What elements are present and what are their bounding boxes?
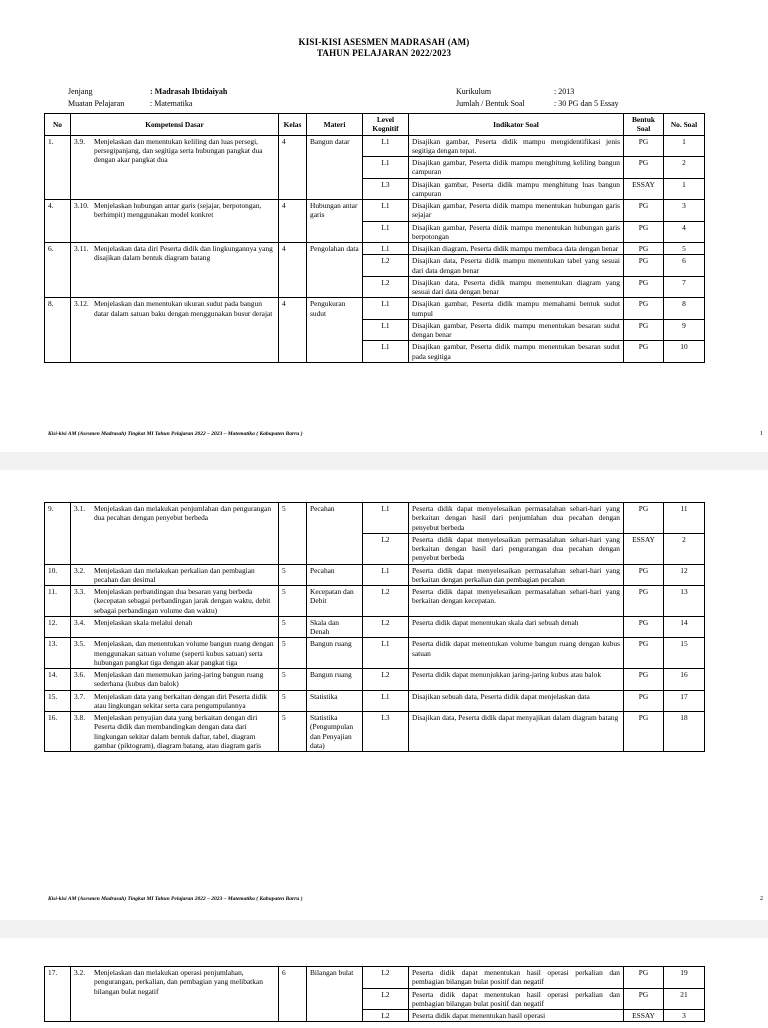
kd-number: 3.12.	[74, 299, 89, 309]
level-kognitif-cell: L2	[363, 276, 409, 298]
no-soal-cell: 3	[664, 200, 705, 222]
kompetensi-dasar-cell	[71, 586, 279, 617]
kompetensi-dasar-cell	[71, 503, 279, 565]
no-soal-cell: 16	[664, 669, 705, 691]
indikator-soal-cell: Disajikan data, Peserta didik dapat menyajikan dalam diagram batang	[409, 712, 624, 752]
materi-cell: Kecepatan dan Debit	[307, 586, 363, 617]
kd-text: Menjelaskan skala melalui denah	[94, 617, 193, 627]
level-kognitif-cell: L3	[363, 178, 409, 200]
kd-text: Menjelaskan perbandingan dua besaran yang berbeda (kecepatan sebagai perbandingan jarak dengan waktu, debit sebagai perbandingan volume dan waktu)	[94, 587, 271, 615]
indikator-soal-cell: Disajikan sebuah data, Peserta didik dapat menjelaskan data	[409, 690, 624, 712]
kompetensi-dasar-cell	[71, 616, 279, 638]
no-soal-cell: 9	[664, 319, 705, 341]
no-soal-cell: 1	[664, 178, 705, 200]
row-number: 4.	[45, 200, 71, 243]
no-soal-cell: 7	[664, 276, 705, 298]
indikator-soal-cell: Disajikan gambar, Peserta didik mampu menghitung luas bangun campuran	[409, 178, 624, 200]
level-kognitif-cell: L2	[363, 1010, 409, 1022]
kompetensi-dasar-cell	[71, 967, 279, 1022]
row-number: 17.	[45, 967, 71, 1022]
kd-text: Menjelaskan dan melakukan operasi penjumlahan, pengurangan, perkalian, dan pembagian yang melibatkan bilangan bulat negatif	[94, 968, 263, 996]
table-row	[45, 586, 705, 617]
bentuk-soal-cell: PG	[624, 616, 664, 638]
header-kompetensi-dasar: Kompetensi Dasar	[71, 114, 279, 136]
no-soal-cell: 18	[664, 712, 705, 752]
bentuk-soal-cell: ESSAY	[624, 1010, 664, 1022]
kd-number: 3.2.	[74, 565, 86, 575]
table-row	[45, 200, 705, 222]
kd-text: Menjelaskan hubungan antar garis (sejajar, berpotongan, berhimpit) menggunakan model konkret	[94, 201, 262, 220]
kd-text: Menjelaskan dan menemukan jaring-jaring bangun ruang sederhana (kubus dan balok)	[94, 670, 264, 689]
indikator-soal-cell: Disajikan gambar, Peserta didik mampu mengidentifikasi jenis segitiga dengan tepat.	[409, 135, 624, 157]
no-soal-cell: 2	[664, 157, 705, 179]
level-kognitif-cell: L1	[363, 135, 409, 157]
row-number: 16.	[45, 712, 71, 752]
no-soal-cell: 5	[664, 243, 705, 255]
table-row	[45, 669, 705, 691]
kd-number: 3.1.	[74, 504, 86, 513]
row-number: 15.	[45, 690, 71, 712]
header-materi: Materi	[307, 114, 363, 136]
level-kognitif-cell: L2	[363, 255, 409, 277]
table-row	[45, 690, 705, 712]
indikator-soal-cell: Disajikan gambar, Peserta didik mampu memahami bentuk sudut tumpul	[409, 298, 624, 320]
materi-cell: Bangun ruang	[307, 669, 363, 691]
kisi-kisi-table-page-3	[44, 966, 705, 1022]
page-gap	[0, 920, 768, 938]
row-number: 14.	[45, 669, 71, 691]
row-number: 10.	[45, 564, 71, 586]
muatan-label: Muatan Pelajaran	[68, 99, 125, 108]
page-footer: Kisi-kisi AM (Asesmen Madrasah) Tingkat MI Tahun Pelajaran 2022 – 2023 – Matematika ( Kabupaten Barru )	[48, 896, 303, 902]
kelas-cell: 5	[279, 669, 307, 691]
indikator-soal-cell: Disajikan data, Peserta didik mampu menentukan diagram yang sesuai dari data dengan benar	[409, 276, 624, 298]
kd-text: Menjelaskan data diri Peserta didik dan lingkungannya yang disajikan dalam bentuk diagram batang	[94, 244, 273, 263]
header-kelas: Kelas	[279, 114, 307, 136]
kelas-cell: 5	[279, 503, 307, 565]
level-kognitif-cell: L1	[363, 503, 409, 534]
bentuk-soal-cell: PG	[624, 712, 664, 752]
document-page-2	[0, 470, 768, 920]
no-soal-cell: 6	[664, 255, 705, 277]
table-header-row	[45, 114, 705, 136]
kd-text: Menjelaskan dan menentukan keliling dan luas persegi, persegipanjang, dan segitiga serta hubungan pangkat dua dengan akar pangkat dua	[94, 136, 263, 164]
materi-cell: Skala dan Denah	[307, 616, 363, 638]
bentuk-soal-cell: ESSAY	[624, 178, 664, 200]
level-kognitif-cell: L2	[363, 616, 409, 638]
indikator-soal-cell: Disajikan data, Peserta didik mampu menentukan tabel yang sesuai dari data dengan benar	[409, 255, 624, 277]
level-kognitif-cell: L2	[363, 967, 409, 989]
level-kognitif-cell: L2	[363, 988, 409, 1010]
level-kognitif-cell: L1	[363, 298, 409, 320]
indikator-soal-cell: Disajikan gambar, Peserta didik mampu menentukan hubungan garis berpotongan	[409, 221, 624, 243]
bentuk-soal-cell: PG	[624, 967, 664, 989]
level-kognitif-cell: L1	[363, 638, 409, 669]
page-gap	[0, 452, 768, 470]
bentuk-soal-cell: PG	[624, 503, 664, 534]
kelas-cell: 5	[279, 616, 307, 638]
bentuk-soal-cell: PG	[624, 200, 664, 222]
kelas-cell: 4	[279, 298, 307, 363]
kompetensi-dasar-cell	[71, 298, 279, 363]
bentuk-soal-cell: PG	[624, 157, 664, 179]
level-kognitif-cell: L1	[363, 341, 409, 363]
header-indikator-soal: Indikator Soal	[409, 114, 624, 136]
muatan-value: : Matematika	[150, 99, 193, 108]
kisi-kisi-table-page-2	[44, 502, 705, 752]
bentuk-soal-cell: ESSAY	[624, 533, 664, 564]
kompetensi-dasar-cell	[71, 690, 279, 712]
materi-cell: Statistika (Pengumpulan dan Penyajian data)	[307, 712, 363, 752]
kelas-cell: 5	[279, 712, 307, 752]
materi-cell: Bilangan bulat	[307, 967, 363, 1022]
document-page-3	[0, 938, 768, 1028]
kelas-cell: 4	[279, 135, 307, 200]
table-row	[45, 712, 705, 752]
indikator-soal-cell: Peserta didik dapat menentukan hasil operasi	[409, 1010, 624, 1022]
level-kognitif-cell: L1	[363, 157, 409, 179]
materi-cell: Statistika	[307, 690, 363, 712]
kelas-cell: 4	[279, 200, 307, 243]
jenjang-value: : Madrasah Ibtidaiyah	[150, 87, 228, 96]
no-soal-cell: 15	[664, 638, 705, 669]
document-subtitle: TAHUN PELAJARAN 2022/2023	[316, 48, 452, 58]
bentuk-soal-cell: PG	[624, 243, 664, 255]
bentuk-soal-cell: PG	[624, 341, 664, 363]
no-soal-cell: 13	[664, 586, 705, 617]
kd-text: Menjelaskan data yang berkaitan dengan diri Peserta didik atau lingkungan sekitar serta cara pengumpulannya	[94, 691, 268, 710]
materi-cell: Bangun datar	[307, 135, 363, 200]
kompetensi-dasar-cell	[71, 669, 279, 691]
indikator-soal-cell: Disajikan gambar, Peserta didik mampu menentukan besaran sudut pada segitiga	[409, 341, 624, 363]
header-level-kognitif: Level Kognitif	[363, 114, 409, 136]
indikator-soal-cell: Peserta didik dapat menentukan skala dari sebuah denah	[409, 616, 624, 638]
kd-number: 3.8.	[74, 713, 86, 722]
bentuk-soal-cell: PG	[624, 298, 664, 320]
materi-cell: Pengolahan data	[307, 243, 363, 298]
materi-cell: Hubungan antar garis	[307, 200, 363, 243]
level-kognitif-cell: L1	[363, 243, 409, 255]
kd-text: Menjelaskan penyajian data yang berkaitan dengan diri Peserta didik dan membandingkan dengan data dari lingkungan sekitar dalam bentuk daftar, tabel, diagram gambar (piktogram), diagram batang, atau diagram garis	[94, 713, 262, 750]
materi-cell: Pecahan	[307, 503, 363, 565]
bentuk-soal-cell: PG	[624, 669, 664, 691]
kd-text: Menjelaskan dan menentukan ukuran sudut pada bangun datar dalam satuan baku dengan menggunakan busur derajat	[94, 299, 273, 318]
kompetensi-dasar-cell	[71, 243, 279, 298]
indikator-soal-cell: Peserta didik dapat menyelesaikan permasalahan sehari-hari yang berkaitan dengan hasil dari penjumlahan dua pecahan dengan penyebut berbeda	[409, 503, 624, 534]
level-kognitif-cell: L1	[363, 221, 409, 243]
no-soal-cell: 19	[664, 967, 705, 989]
kompetensi-dasar-cell	[71, 638, 279, 669]
bentuk-soal-cell: PG	[624, 255, 664, 277]
row-number: 1.	[45, 135, 71, 200]
kelas-cell: 5	[279, 586, 307, 617]
kd-number: 3.5.	[74, 639, 86, 649]
indikator-soal-cell: Disajikan diagram, Peserta didik mampu membaca data dengan benar	[409, 243, 624, 255]
kelas-cell: 5	[279, 564, 307, 586]
no-soal-cell: 11	[664, 503, 705, 534]
indikator-soal-cell: Peserta didik dapat menentukan volume bangun ruang dengan kubus satuan	[409, 638, 624, 669]
jumlah-value: : 30 PG dan 5 Essay	[554, 99, 619, 108]
jenjang-label: Jenjang	[68, 87, 93, 96]
table-row	[45, 243, 705, 255]
bentuk-soal-cell: PG	[624, 135, 664, 157]
row-number: 9.	[45, 503, 71, 565]
table-row	[45, 564, 705, 586]
no-soal-cell: 14	[664, 616, 705, 638]
row-number: 11.	[45, 586, 71, 617]
level-kognitif-cell: L2	[363, 586, 409, 617]
header-no-soal: No. Soal	[664, 114, 705, 136]
kelas-cell: 5	[279, 638, 307, 669]
table-row	[45, 135, 705, 157]
kelas-cell: 4	[279, 243, 307, 298]
bentuk-soal-cell: PG	[624, 690, 664, 712]
kurikulum-value: : 2013	[554, 87, 575, 96]
kd-number: 3.4.	[74, 617, 86, 627]
level-kognitif-cell: L3	[363, 712, 409, 752]
kd-number: 3.6.	[74, 670, 86, 679]
kurikulum-label: Kurikulum	[456, 87, 492, 96]
level-kognitif-cell: L2	[363, 669, 409, 691]
bentuk-soal-cell: PG	[624, 221, 664, 243]
kd-text: Menjelaskan dan melakukan penjumlahan dan pengurangan dua pecahan dengan penyebut berbeda	[94, 504, 272, 523]
indikator-soal-cell: Peserta didik dapat menyelesaikan permasalahan sehari-hari yang berkaitan dengan perkalian dan pembagian pecahan	[409, 564, 624, 586]
level-kognitif-cell: L1	[363, 690, 409, 712]
bentuk-soal-cell: PG	[624, 319, 664, 341]
kompetensi-dasar-cell	[71, 712, 279, 752]
no-soal-cell: 10	[664, 341, 705, 363]
no-soal-cell: 21	[664, 988, 705, 1010]
kd-number: 3.11.	[74, 244, 89, 253]
no-soal-cell: 3	[664, 1010, 705, 1022]
level-kognitif-cell: L1	[363, 200, 409, 222]
level-kognitif-cell: L2	[363, 533, 409, 564]
page-number: 2	[760, 896, 763, 902]
table-row	[45, 616, 705, 638]
header-bentuk-soal: Bentuk Soal	[624, 114, 664, 136]
level-kognitif-cell: L1	[363, 564, 409, 586]
table-row	[45, 503, 705, 534]
indikator-soal-cell: Peserta didik dapat menyelesaikan permasalahan sehari-hari yang berkaitan dengan hasil dari pengurangan dua pecahan dengan penyebut berbeda	[409, 533, 624, 564]
indikator-soal-cell: Peserta didik dapat menyelesaikan permasalahan sehari-hari yang berkaitan dengan kecepatan.	[409, 586, 624, 617]
bentuk-soal-cell: PG	[624, 586, 664, 617]
level-kognitif-cell: L1	[363, 319, 409, 341]
no-soal-cell: 17	[664, 690, 705, 712]
bentuk-soal-cell: PG	[624, 276, 664, 298]
no-soal-cell: 1	[664, 135, 705, 157]
kelas-cell: 6	[279, 967, 307, 1022]
kd-number: 3.10.	[74, 201, 89, 210]
indikator-soal-cell: Disajikan gambar, Peserta didik mampu menghitung keliling bangun campuran	[409, 157, 624, 179]
bentuk-soal-cell: PG	[624, 988, 664, 1010]
document-page-1	[0, 0, 768, 452]
row-number: 6.	[45, 243, 71, 298]
jumlah-label: Jumlah / Bentuk Soal	[456, 99, 525, 108]
no-soal-cell: 2	[664, 533, 705, 564]
materi-cell: Bangun ruang	[307, 638, 363, 669]
kd-number: 3.9.	[74, 136, 86, 146]
indikator-soal-cell: Disajikan gambar, Peserta didik mampu menentukan besaran sudut dengan benar	[409, 319, 624, 341]
header-no: No	[45, 114, 71, 136]
kompetensi-dasar-cell	[71, 135, 279, 200]
kd-number: 3.7.	[74, 691, 86, 701]
row-number: 8.	[45, 298, 71, 363]
materi-cell: Pengukuran sudut	[307, 298, 363, 363]
kompetensi-dasar-cell	[71, 200, 279, 243]
kompetensi-dasar-cell	[71, 564, 279, 586]
materi-cell: Pecahan	[307, 564, 363, 586]
indikator-soal-cell: Peserta didik dapat menentukan hasil operasi perkalian dan pembagian bilangan bulat positif dan negatif	[409, 967, 624, 989]
page-number: 1	[760, 431, 763, 437]
kd-number: 3.3.	[74, 587, 86, 596]
no-soal-cell: 4	[664, 221, 705, 243]
row-number: 12.	[45, 616, 71, 638]
document-title: KISI-KISI ASESMEN MADRASAH (AM)	[298, 37, 470, 47]
bentuk-soal-cell: PG	[624, 564, 664, 586]
indikator-soal-cell: Disajikan gambar, Peserta didik mampu menentukan hubungan garis sejajar	[409, 200, 624, 222]
kd-text: Menjelaskan, dan menentukan volume bangun ruang dengan menggunakan satuan volume (seperti kubus satuan) serta hubungan pangkat tiga dengan akar pangkat tiga	[94, 639, 274, 667]
bentuk-soal-cell: PG	[624, 638, 664, 669]
indikator-soal-cell: Peserta didik dapat menunjukkan jaring-jaring kubus atau balok	[409, 669, 624, 691]
table-row	[45, 298, 705, 320]
indikator-soal-cell: Peserta didik dapat menentukan hasil operasi perkalian dan pembagian bilangan bulat positif dan negatif	[409, 988, 624, 1010]
kd-number: 3.2.	[74, 968, 86, 977]
page-footer: Kisi-kisi AM (Asesmen Madrasah) Tingkat MI Tahun Pelajaran 2022 – 2023 – Matematika ( Kabupaten Barru )	[48, 431, 303, 437]
kisi-kisi-table-page-1	[44, 113, 705, 363]
kd-text: Menjelaskan dan melakukan perkalian dan pembagian pecahan dan desimal	[94, 565, 255, 584]
table-row	[45, 638, 705, 669]
no-soal-cell: 12	[664, 564, 705, 586]
table-row	[45, 967, 705, 989]
no-soal-cell: 8	[664, 298, 705, 320]
kelas-cell: 5	[279, 690, 307, 712]
row-number: 13.	[45, 638, 71, 669]
